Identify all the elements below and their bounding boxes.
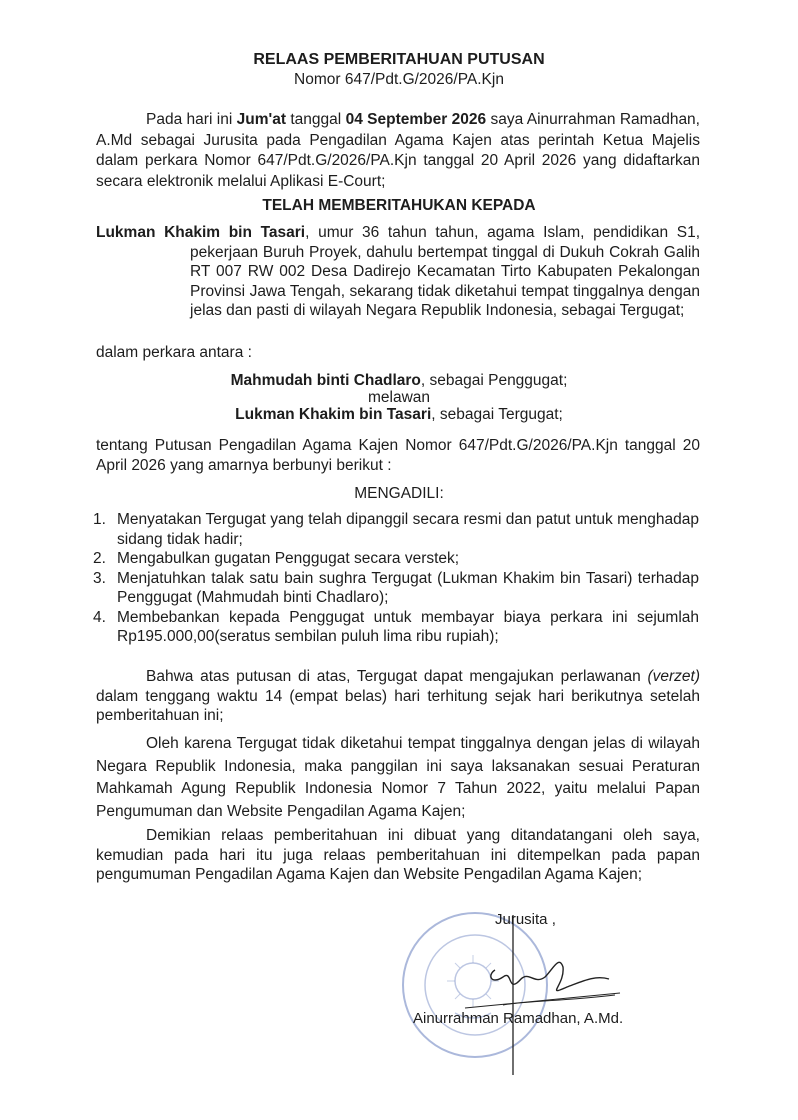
case-between: dalam perkara antara :	[96, 344, 252, 361]
list-item	[93, 510, 699, 549]
list-item-number: 4.	[93, 608, 106, 626]
signer-role: Jurusita ,	[495, 911, 556, 928]
list-item	[93, 608, 699, 647]
signature-block	[395, 905, 695, 1085]
plaintiff-name: Mahmudah binti Chadlaro	[230, 372, 421, 389]
notified-details: , umur 36 tahun tahun, agama Islam, pendidikan S1, pekerjaan Buruh Proyek, dahulu bertempat tinggal di Dukuh Cokrah Galih RT 007 RW 002 Desa Dadirejo Kecamatan Tirto Kabupaten Pekalongan Provinsi Jawa Tengah, sekarang tidak diketahui tempat tinggalnya dengan jelas dan pasti di wilayah Negara Republik Indonesia, sebagai Tergugat;	[190, 224, 701, 319]
plaintiff-role: , sebagai Penggugat;	[420, 372, 568, 389]
list-item-text: Mengabulkan gugatan Penggugat secara verstek;	[117, 550, 460, 567]
intro-paragraph	[96, 110, 700, 192]
document-number: Nomor 647/Pdt.G/2026/PA.Kjn	[294, 71, 504, 88]
notified-heading: TELAH MEMBERITAHUKAN KEPADA	[262, 197, 536, 214]
verdict-list	[93, 510, 699, 647]
verzet-term: (verzet)	[647, 668, 700, 685]
list-item	[93, 569, 699, 608]
closing-paragraph-3: Demikian relaas pemberitahuan ini dibuat yang ditandatangani oleh saya, kemudian pada hari itu juga relaas pemberitahuan ini ditempelkan pada papan pengumuman Pengadilan Agama Kajen dan Website Pengadilan Agama Kajen;	[96, 827, 700, 883]
list-item-text: Membebankan kepada Penggugat untuk membayar biaya perkara ini sejumlah Rp195.000,00(seratus sembilan puluh lima ribu rupiah);	[117, 608, 699, 645]
defendant-role: , sebagai Tergugat;	[431, 406, 563, 423]
intro-text-3: saya Ainurrahman Ramadhan, A.Md sebagai Jurusita pada Pengadilan Agama Kajen atas perintah Ketua Majelis dalam perkara Nomor 647/Pdt.G/2026/PA.Kjn tanggal 20 April 2026 yang didaftarkan secara elektronik melalui Aplikasi E-Court;	[96, 111, 700, 190]
list-item-text: Menjatuhkan talak satu bain sughra Tergugat (Lukman Khakim bin Tasari) terhadap Penggugat (Mahmudah binti Chadlaro);	[117, 569, 699, 606]
notified-name: Lukman Khakim bin Tasari	[96, 224, 306, 241]
notified-paragraph	[96, 223, 701, 321]
closing-paragraph-1	[96, 667, 700, 726]
list-item-number: 2.	[93, 550, 106, 567]
signer-name: Ainurrahman Ramadhan, A.Md.	[413, 1010, 624, 1027]
versus-label: melawan	[367, 389, 431, 406]
intro-day: Jum'at	[236, 111, 286, 128]
verdict-heading: MENGADILI:	[354, 485, 444, 502]
intro-date: 04 September 2026	[345, 111, 487, 128]
document-title: RELAAS PEMBERITAHUAN PUTUSAN	[253, 51, 545, 68]
list-item-number: 3.	[93, 569, 106, 587]
list-item-text: Menyatakan Tergugat yang telah dipanggil secara resmi dan patut untuk menghadap sidang tidak hadir;	[117, 511, 699, 548]
intro-text-2: tanggal	[286, 111, 346, 128]
verdict-intro: tentang Putusan Pengadilan Agama Kajen Nomor 647/Pdt.G/2026/PA.Kjn tanggal 20 April 2026 yang amarnya berbunyi berikut :	[96, 437, 700, 474]
closing-paragraph-2: Oleh karena Tergugat tidak diketahui tempat tinggalnya dengan jelas di wilayah Negara Republik Indonesia, maka panggilan ini saya laksanakan sesuai Peraturan Mahkamah Agung Republik Indonesia Nomor 7 Tahun 2022, yaitu melalui Papan Pengumuman dan Website Pengadilan Agama Kajen;	[96, 735, 700, 820]
list-item	[93, 549, 699, 569]
court-seal-icon	[395, 905, 695, 1085]
closing-text-1c: dalam tenggang waktu 14 (empat belas) hari terhitung sejak hari berikutnya setelah pemberitahuan ini;	[96, 687, 700, 724]
defendant-name: Lukman Khakim bin Tasari	[235, 406, 432, 423]
intro-text-1: Pada hari ini	[146, 111, 237, 128]
closing-text-1a: Bahwa atas putusan di atas, Tergugat dapat mengajukan perlawanan	[146, 668, 648, 685]
defendant-line	[0, 405, 798, 425]
list-item-number: 1.	[93, 511, 106, 528]
